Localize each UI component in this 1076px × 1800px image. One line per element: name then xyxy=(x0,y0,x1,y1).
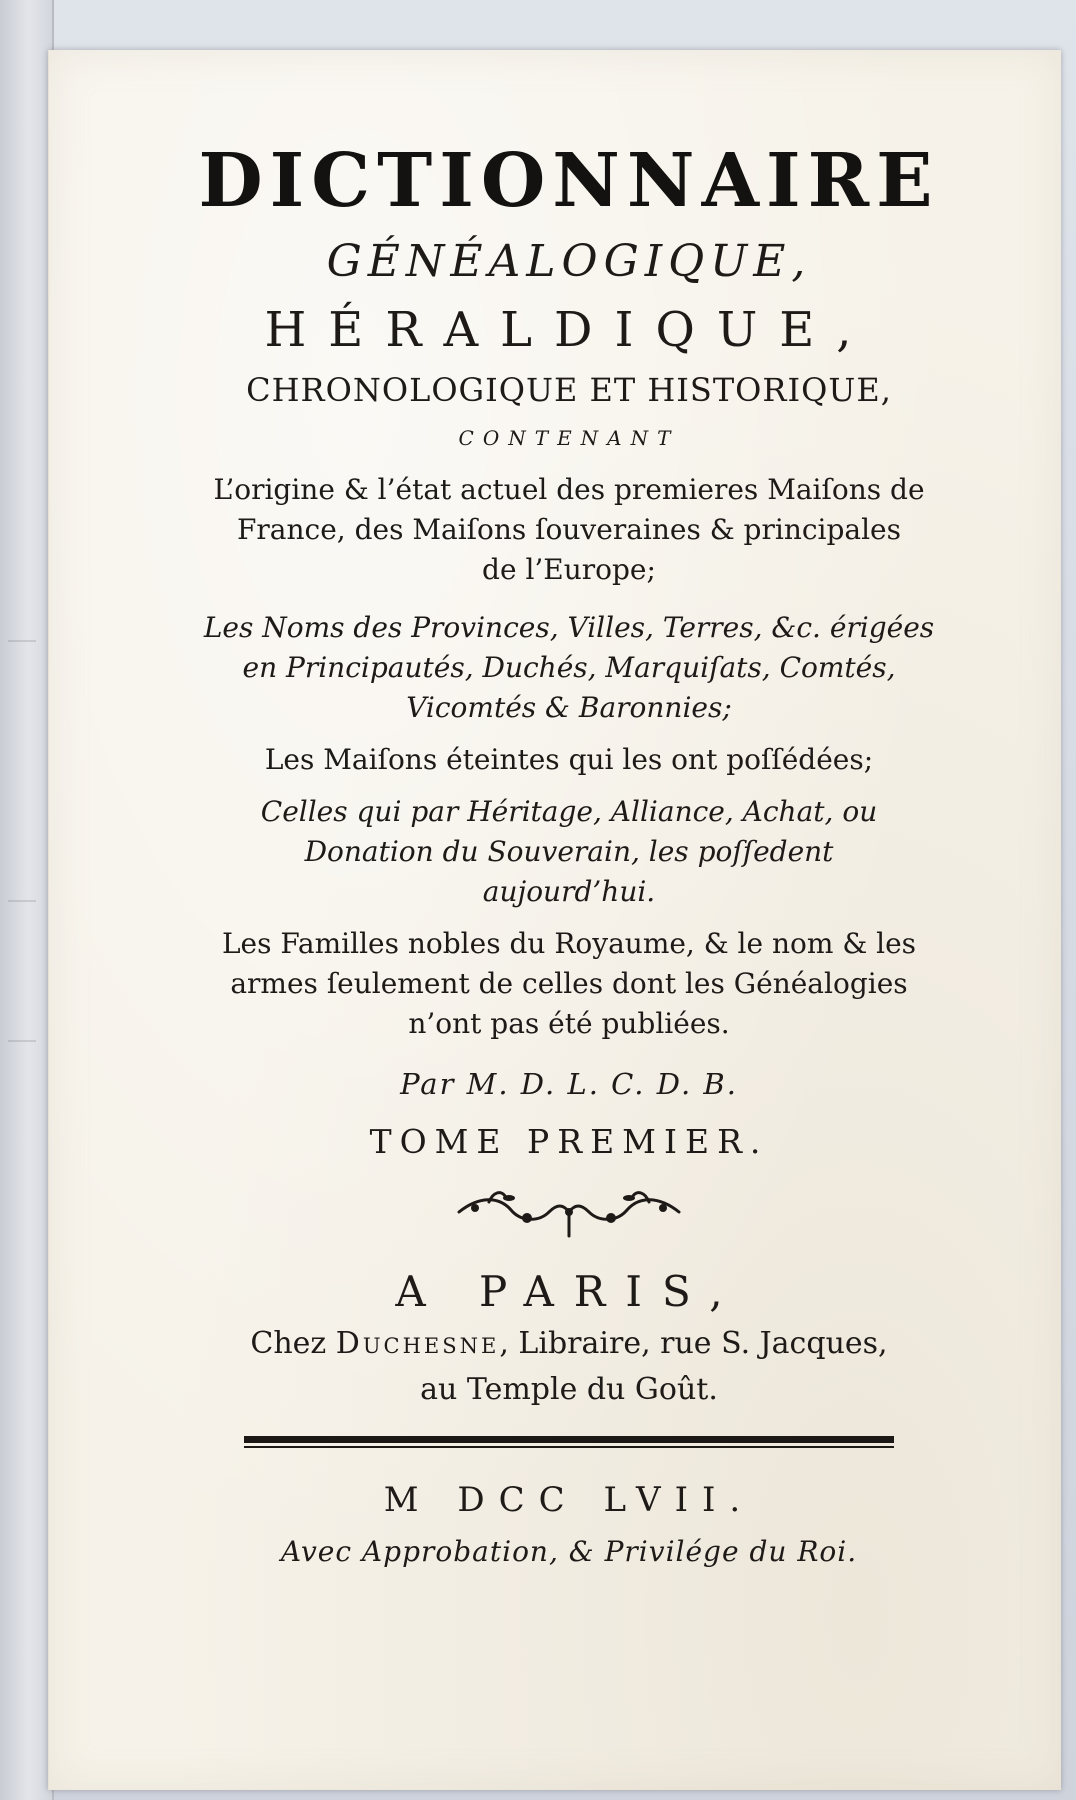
publisher-suffix: , Libraire, rue S. Jacques, xyxy=(499,1326,888,1361)
floral-ornament-icon xyxy=(449,1182,689,1242)
subtitle-chronologique: CHRONOLOGIQUE ET HISTORIQUE, xyxy=(246,371,892,409)
publication-place: A PARIS, xyxy=(395,1267,743,1316)
contents-paragraph-provinces xyxy=(129,608,1009,728)
publication-year: M DCC LVII. xyxy=(383,1480,755,1520)
approbation-line: Avec Approbation, & Privilége du Roi. xyxy=(280,1535,858,1568)
text-line: Les Maiſons éteintes qui les ont poſſédées; xyxy=(264,743,874,776)
text-line: aujourd’hui. xyxy=(482,875,656,908)
double-rule-divider xyxy=(244,1436,894,1448)
subtitle-heraldique: HÉRALDIQUE, xyxy=(264,302,874,358)
text-line: de l’Europe; xyxy=(482,553,656,586)
contents-paragraph-maisons-eteintes xyxy=(129,740,1009,780)
text-line: Les Noms des Provinces, Villes, Terres, &c. érigées xyxy=(203,611,935,644)
text-line: L’origine & l’état actuel des premieres Maiſons de xyxy=(213,473,925,506)
contents-paragraph-heritage xyxy=(129,792,1009,912)
rule-thin xyxy=(244,1446,894,1448)
text-line: n’ont pas été publiées. xyxy=(408,1007,730,1040)
contents-paragraph-origine xyxy=(129,470,1009,590)
author-line: Par M. D. L. C. D. B. xyxy=(400,1067,738,1101)
edge-mark xyxy=(8,900,36,902)
title-page xyxy=(48,50,1061,1790)
edge-mark xyxy=(8,640,36,642)
text-line: Les Familles nobles du Royaume, & le nom & les xyxy=(221,927,917,960)
contents-paragraph-familles xyxy=(129,924,1009,1044)
rule-thick xyxy=(244,1436,894,1443)
text-line: Vicomtés & Baronnies; xyxy=(406,691,732,724)
book-title: DICTIONNAIRE xyxy=(198,138,940,224)
publisher-line xyxy=(109,1324,1029,1364)
title-page-content xyxy=(109,140,1029,1572)
book-spine-edge xyxy=(0,0,54,1800)
publisher-address-line: au Temple du Goût. xyxy=(420,1372,718,1407)
edge-mark xyxy=(8,1040,36,1042)
text-line: Celles qui par Héritage, Alliance, Achat, ou xyxy=(260,795,878,828)
text-line: armes ſeulement de celles dont les Généalogies xyxy=(230,967,908,1000)
text-line: en Principautés, Duchés, Marquiſats, Comtés, xyxy=(242,651,896,684)
contenant-label: CONTENANT xyxy=(458,426,680,450)
subtitle-genealogique: GÉNÉALOGIQUE, xyxy=(326,236,812,287)
text-line: Donation du Souverain, les poſſedent xyxy=(304,835,834,868)
publisher-prefix: Chez xyxy=(250,1326,327,1361)
text-line: France, des Maiſons ſouveraines & principales xyxy=(236,513,901,546)
volume-label: TOME PREMIER. xyxy=(369,1122,769,1161)
publisher-name: Duchesne xyxy=(335,1326,500,1361)
